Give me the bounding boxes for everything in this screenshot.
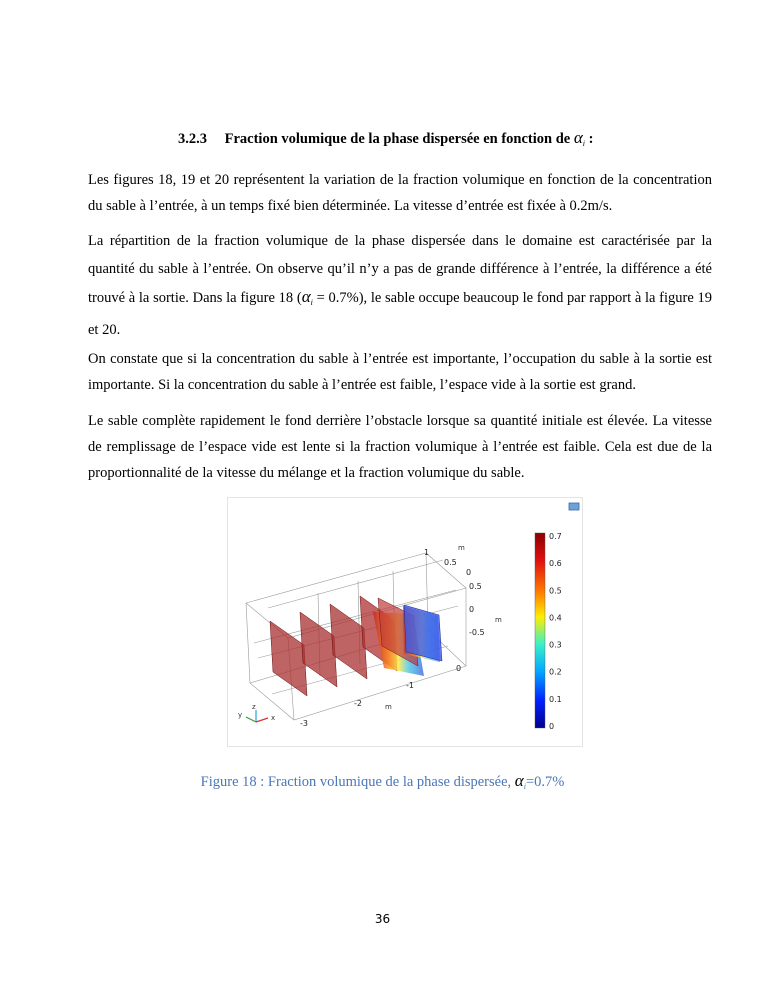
tick-x-neg2: -2 [354, 699, 362, 708]
alpha-subscript: i [523, 782, 526, 791]
tick-y-0: 0 [469, 605, 475, 614]
tick-y-neg0.5: -0.5 [469, 628, 485, 637]
alpha-symbol: α [301, 287, 311, 306]
section-heading [178, 128, 698, 148]
volume-fraction-slices [270, 596, 442, 696]
colorbar-tick-label: 0.3 [549, 640, 562, 650]
tick-z-0.5: 0.5 [444, 558, 457, 567]
figure-caption [0, 771, 765, 791]
volume-fraction-3d-plot [228, 498, 584, 748]
colorbar [535, 533, 545, 728]
caption-value: =0.7% [525, 774, 565, 790]
alpha-value: = 0.7% [312, 290, 359, 306]
caption-text: Figure 18 : Fraction volumique de la phase dispersée, [200, 774, 512, 790]
paragraph-1: Les figures 18, 19 et 20 représentent la variation de la fraction volumique en fonction de la concentration du sable à l’entrée, à un temps fixé bien déterminée. La vitesse d’entrée est fixée à 0.2m/s. [88, 172, 712, 214]
camera-icon[interactable] [569, 503, 579, 510]
colorbar-tick-label: 0.6 [549, 559, 562, 569]
axis-triad [238, 703, 275, 722]
colorbar-ticks [549, 532, 562, 731]
section-title: Fraction volumique de la phase dispersée en fonction de [224, 131, 571, 147]
alpha-symbol: α [514, 771, 524, 790]
colorbar-tick-label: 0.5 [549, 586, 562, 596]
tick-x-neg3: -3 [300, 719, 308, 728]
alpha-symbol: α [573, 128, 583, 147]
tick-z-0: 0 [466, 568, 472, 577]
tick-z-1: 1 [424, 548, 430, 557]
alpha-subscript: i [310, 298, 313, 307]
unit-y: m [495, 616, 502, 624]
page-number: 36 [374, 912, 391, 926]
triad-z-label: z [252, 703, 256, 711]
paragraph-4: Le sable complète rapidement le fond derrière l’obstacle lorsque sa quantité initiale est élevée. La vitesse de remplissage de l’espace vide est lente si la fraction volumique à l’entrée est faible. Cela est due de la proportionnalité de la vitesse du mélange et la fraction volumique du sable. [88, 413, 712, 481]
triad-y-label: y [238, 711, 243, 719]
triad-y-axis [246, 717, 256, 722]
alpha-subscript: i [582, 139, 586, 148]
colorbar-tick-label: 0 [549, 722, 555, 731]
paragraph-2-part-b: ), le sable occupe beaucoup le fond par rapport à la figure 19 et 20. [88, 290, 713, 338]
tick-y-0.5: 0.5 [469, 582, 482, 591]
colorbar-tick-label: 0.4 [549, 613, 562, 623]
figure-18-plot [227, 497, 583, 747]
paragraph-2 [88, 228, 712, 344]
colorbar-tick-label: 0.1 [549, 694, 562, 704]
paragraph-2-part-a: La répartition de la fraction volumique de la phase dispersée dans le domaine est caractérisée par la quantité du sable à l’entrée. On observe qu’il n’y a pas de grande différence à l’entrée, la différence a été trouvé à la sortie. Dans la figure 18 ( [88, 233, 712, 306]
colorbar-tick-label: 0.7 [549, 532, 562, 541]
section-number: 3.2.3 [178, 131, 207, 147]
triad-x-label: x [271, 714, 276, 722]
slice-6 [404, 605, 442, 661]
tick-x-neg1: -1 [406, 681, 414, 690]
unit-z: m [458, 544, 465, 552]
colorbar-tick-label: 0.2 [549, 667, 562, 677]
tick-x-0: 0 [456, 664, 462, 673]
unit-x: m [385, 703, 392, 711]
triad-x-axis [256, 718, 268, 722]
heading-colon: : [588, 131, 594, 147]
paragraph-3: On constate que si la concentration du sable à l’entrée est importante, l’occupation du sable à la sortie est importante. Si la concentration du sable à l’entrée est faible, l’espace vide à la sortie est grand. [88, 351, 712, 393]
